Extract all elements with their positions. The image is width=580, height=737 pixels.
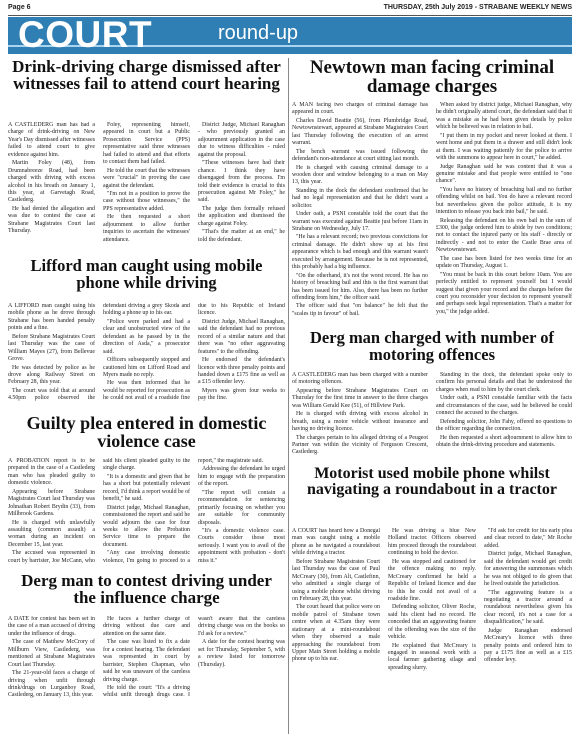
article-paragraph: Judge Ranaghan endorsed McCreary's licence with three penalty points and ordered him to pay a £175 fine as well as a £15 offender levy. [484,627,572,664]
column-divider [288,58,289,734]
article-paragraph: Under oath, a PSNI constable familiar with the facts and circumstances of the case, said he believed he could connect the accused to the charges. [436,395,572,417]
article-paragraph: The charges pertain to his alleged driving of a Peugeot Partner van within the vicinity of Ferguson Crescent, Castlederg. [292,434,428,456]
article-lifford [8,258,285,413]
article-paragraph: He explained that McCreary is engaged in seasonal work with a local farmer gathering silage and spreading slurry. [388,642,476,671]
article-body [8,616,285,734]
article-paragraph: The accused was represented in court by barrister, Joe McCann, who said his client pleaded guilty to the single charge. [8,458,190,564]
article-headline: Drink-driving charge dismissed after witnesses fail to attend court hearing [12,57,281,94]
article-paragraph: He was driving a blue New Holland tractor. Officers observed him proceed through the roundabout continuing to hold the device. [388,528,476,557]
article-paragraph: Appearing before Strabane Magistrates Court on Thursday for the first time in answer to the three charges was William Gerald Kee (51), of Hillview Park. [292,387,428,409]
article-paragraph: "You have no history of breaching bail and no further offending whilst on bail. You do have a relevant record but nevertheless given the police attitude, it is my intention to release you back into bail," he said. [436,186,572,216]
article-paragraph: The court heard that police were on mobile patrol of Strabane town centre when at 4.35am they were stationary at a mini-roundabout when they observed a male approaching the roundabout from Upper Main Street holding a mobile phone up to his ear. [292,604,380,663]
article-headline: Derg man charged with number of motoring offences [310,330,554,364]
article-paragraph: Foley, representing himself, appeared in court but a Public Prosecution Service (PPS) representative said three witnesses had failed to attend and that efforts to contact them had failed. [103,122,190,166]
page-header [8,3,572,16]
article-paragraph: "I put them in my pocket and never looked at them. I went home and put them in a drawer and still didn't look at them. I was waiting patiently for the police to arrive with the summons to appear here in court," he added. [436,132,572,162]
article-paragraph: "The aggravating feature is a negotiating a tractor around a roundabout nevertheless given his clear record, it's not a case for a disqualification," he said. [484,589,572,626]
page-number: Page 6 [8,4,31,11]
article-paragraph: Martin Foley (48), from Drumnabreeze Road, had been charged with driving with excess alcohol in his breath on January 1, this year, at Garvetagh Road, Castlederg. [8,160,95,204]
article-paragraph: Judge Ranaghan said he was content that it was a genuine mistake and that people were entitled to "one chance". [436,163,572,185]
article-paragraph: Officers subsequently stopped and cautioned him on Lifford Road and Myers made no reply. [103,357,190,378]
article-paragraph: "I'm not in a position to prove the case without those witnesses," the PPS representative added. [103,190,190,212]
article-paragraph: Under oath, a PSNI constable told the court that the warrant was executed against Beattie just before 11am in Strabane on Wednesday, July 17. [292,211,428,232]
article-paragraph: A date for the contest hearing was set for Thursday, September 5, with a review listed for tomorrow (Thursday). [198,639,285,668]
article-paragraph: Appearing before Strabane Magistrates Court last Thursday was Johnathan Robert Brydin (33), from Millbrook Gardens. [8,488,95,518]
article-paragraph: Standing in the dock the defendant confirmed that he had no legal representation and that he didn't want a solicitor. [292,187,428,209]
banner-title: COURT [18,17,153,54]
article-paragraph: He endorsed the defendant's licence with three penalty points and handed down a £175 fine as well as a £15 offender levy. [198,357,285,386]
article-body [292,528,572,734]
article-paragraph: District judge, Michael Ranaghan, said the defendant would get credit for answering the summonses which he was not obliged to do given that he lived outside the jurisdiction. [484,551,572,588]
article-paragraph: He told the court: "It's a driving whilst unfit through drugs case. I wasn't aware that the careless driving charge was on the books so I'd ask for a review." [103,616,285,699]
article-paragraph: He was then informed that he would be reported for prosecution as he could not avail of a roadside fine due to his Republic of Ireland licence. [103,303,285,402]
article-paragraph: The case of Matthew McCrory of Millburn View, Castlederg, was mentioned at Strabane Magistrates Court last Thursday. [8,639,95,668]
article-paragraph: "It's a domestic violence case. Courts consider those most seriously. I want you to avail of the appointment with probation - don't miss it." [198,527,285,564]
article-newtown [292,56,572,326]
article-derg-motoring [292,330,572,462]
article-paragraph: Defending solicitor, John Fahy, offered no questions to the officer regarding the connection. [436,418,572,433]
article-paragraph: District judge, Michael Ranaghan, commissioned the report and said he would adjourn the case for four weeks to allow the Probation Service time to prepare the document. [103,504,190,548]
article-paragraph: "These witnesses have had their chance. I think they have disengaged from the process. I'm told their evidence is crucial to this prosecution against Mr Foley," he said. [198,160,285,204]
banner-subtitle: round-up [218,22,299,44]
article-paragraph: A PROBATION report is to be prepared in the case of a Castlederg man who has pleaded guilty to domestic violence. [8,458,95,487]
article-paragraph: Myers was given four weeks to pay the fine. [198,387,285,402]
article-paragraph: "Any case involving domestic violence, I'm going to proceed to a report," the magistrate said. [103,458,264,564]
article-paragraph: A MAN facing two charges of criminal damage has appeared in court. [292,102,428,116]
article-paragraph: Defending solicitor, Oliver Roche, said his client had no record. He conceded that an aggravating feature of the offending was the size of the vehicle. [388,604,476,641]
article-paragraph: The court was told that at around 4.50pm police observed the defendant driving a grey Skoda and holding a phone up to his ear. [8,303,190,402]
article-guilty-plea [8,414,285,570]
article-motorist-tractor [292,466,572,734]
article-paragraph: He is charged with unlawfully assaulting (common assault) a woman during an incident on December 15, last year. [8,519,95,548]
article-paragraph: Before Strabane Magistrates Court last Thursday was the case of William Mayes (27), from Bellevue Grove. [8,333,95,363]
article-paragraph: When asked by district judge, Michael Ranaghan, why he didn't originally attend court, the defendant said that it was a mistake as he had been given details by police which he believed was in relation to bail. [436,102,572,131]
article-headline: Lifford man caught using mobile phone while driving [30,258,263,292]
article-paragraph: He was stopped and cautioned for the offence making no reply. McCreary confirmed he held a Republic of Ireland licence and due to this he could not avail of a roadside fine. [388,558,476,602]
article-paragraph: Before Strabane Magistrates Court last Thursday was the case of Paul McCreary (30), from Alt, Castlefinn, who admitted a single charge of using a mobile phone whilst driving on February 28, this year. [292,558,380,602]
article-paragraph: He faces a further charge of driving without due care and attention on the same date. [103,616,190,637]
article-paragraph: "You must be back in this court before 10am. You are perfectly entitled to represent yourself but I would suggest that given your record and the charges before the court you reconsider your decision to represent yourself and perhaps seek legal representation. That's a matter for you," the judge added. [436,271,572,315]
article-derg-dui [8,572,285,734]
article-paragraph: He was detected by police as he drove along Railway Street on February 28, this year. [8,364,95,386]
article-paragraph: Releasing the defendant on his own bail in the sum of £300, the judge ordered him to abide by two conditions; not to contact the injured party or his staff - directly or indirectly - and not to enter the Castle Brae area of Newtownstewart. [436,217,572,254]
article-paragraph: A CASTLEDERG man has had a charge of drink-driving on New Year's Day dismissed after witnesses failed to attend court to give evidence against him. [8,122,95,158]
article-body [8,458,285,570]
article-paragraph: A LIFFORD man caught using his mobile phone as he drove through Strabane has been handed penalty points and a fine. [8,303,95,332]
article-paragraph: Charles David Beattie (56), from Plumbridge Road, Newtownstewart, appeared at Strabane Magistrates Court last Thursday following the execution of an arrest warrant. [292,117,428,147]
article-headline: Motorist used mobile phone whilst navigating a roundabout in a tractor [307,466,557,499]
article-paragraph: The bench warrant was issued following the defendant's non-attendance at court sitting last month. [292,148,428,163]
article-paragraph: District Judge, Michael Ranaghan, said the defendant had no previous record of a similar nature and that there was "no other aggravating features" to the offending. [198,318,285,355]
article-drink-driving [8,56,285,254]
article-paragraph: "On the otherhand, it's not the worst record. He has no history of breaching bail and this is the first warrant that has been issued for him. Also, there has been no further offending from him," the officer said. [292,272,428,301]
article-paragraph: He then requested a short adjournment to allow further inquiries to ascertain the witnesses' attendance. [103,214,190,243]
article-paragraph: "That's the matter at an end," he told the defendant. [198,229,285,243]
article-paragraph: He is charged with causing criminal damage to a wooden door and window belonging to a man on May 13, this year. [292,164,428,186]
article-paragraph: Addressing the defendant he urged him to engage with the preparation of the report. [198,466,285,488]
article-paragraph: He is charged with driving with excess alcohol in breath, using a motor vehicle without insurance and having no driving licence. [292,411,428,433]
article-paragraph: The case has been listed for two weeks time for an update on Thursday, August 1. [436,255,572,270]
article-body [292,372,572,462]
article-paragraph: "Police were parked and had a clear and unobstructed view of the defendant as he passed by in the direction of Asda," a prosecutor said. [103,318,190,355]
article-body [292,102,572,324]
article-paragraph: "He has a relevant record; two previous convictions for criminal damage. He didn't show up at his first appearance which is bad enough and this warrant wasn't executed by arrangement. Because he is not represented, this probably had a big influence. [292,234,428,271]
article-paragraph: He had denied the allegation and was due to contest the case at Strabane Magistrates Court last Thursday. [8,205,95,235]
article-paragraph: "The report will contain a recommendation for sentencing primarily focusing on whether you are suitable for community disposals. [198,489,285,526]
article-paragraph: He told the court that the witnesses were "crucial" in proving the case against the defendant. [103,167,190,189]
article-paragraph: "It is a domestic and given that he has a short but potentially relevant record, I'd think a report would be of benefit," he said. [103,473,190,503]
article-body [8,122,285,252]
article-headline: Guilty plea entered in domestic violence case [26,414,267,452]
article-paragraph: The judge then formally refused the application and dismissed the charge against Foley. [198,205,285,227]
publication-date-line: THURSDAY, 25th July 2019 - STRABANE WEEKLY NEWS [383,4,572,11]
article-headline: Newtown man facing criminal damage charges [309,57,555,98]
article-body [8,303,285,413]
court-roundup-banner [8,17,572,54]
article-paragraph: Standing in the dock, the defendant spoke only to confirm his personal details and that he understood the charges when read to him by the court clerk. [436,372,572,393]
article-paragraph: A DATE for contest has been set in the case of a man accused of driving under the influence of drugs. [8,616,95,637]
article-paragraph: The officer said that "on balance" he felt that the "scales tip in favour" of bail. [292,303,428,317]
article-paragraph: The 21-year-old faces a charge of driving when unfit through drink/drugs on Lurganboy Road, Castlederg, on January 13, this year. [8,670,95,699]
article-paragraph: He then requested a short adjournment to allow him to obtain the drink-driving procedure and statements. [436,434,572,448]
article-paragraph: A COURT has heard how a Donegal man was caught using a mobile phone as he navigated a roundabout while driving a tractor. [292,528,380,557]
article-paragraph: "I'd ask for credit for his early plea and clear record to date," Mr Roche added. [484,528,572,549]
article-headline: Derg man to contest driving under the influence charge [21,572,272,608]
article-paragraph: District Judge, Michael Ranaghan - who previously granted an adjournment application in the case due to witness difficulties - ruled against the proposal. [198,122,285,158]
article-paragraph: A CASTLEDERG man has been charged with a number of motoring offences. [292,372,428,386]
article-paragraph: The case was listed to fix a date for a contest hearing. The defendant was represented in court by barrister, Stephen Chapman, who said he was unaware of the careless driving charge. [103,639,190,683]
